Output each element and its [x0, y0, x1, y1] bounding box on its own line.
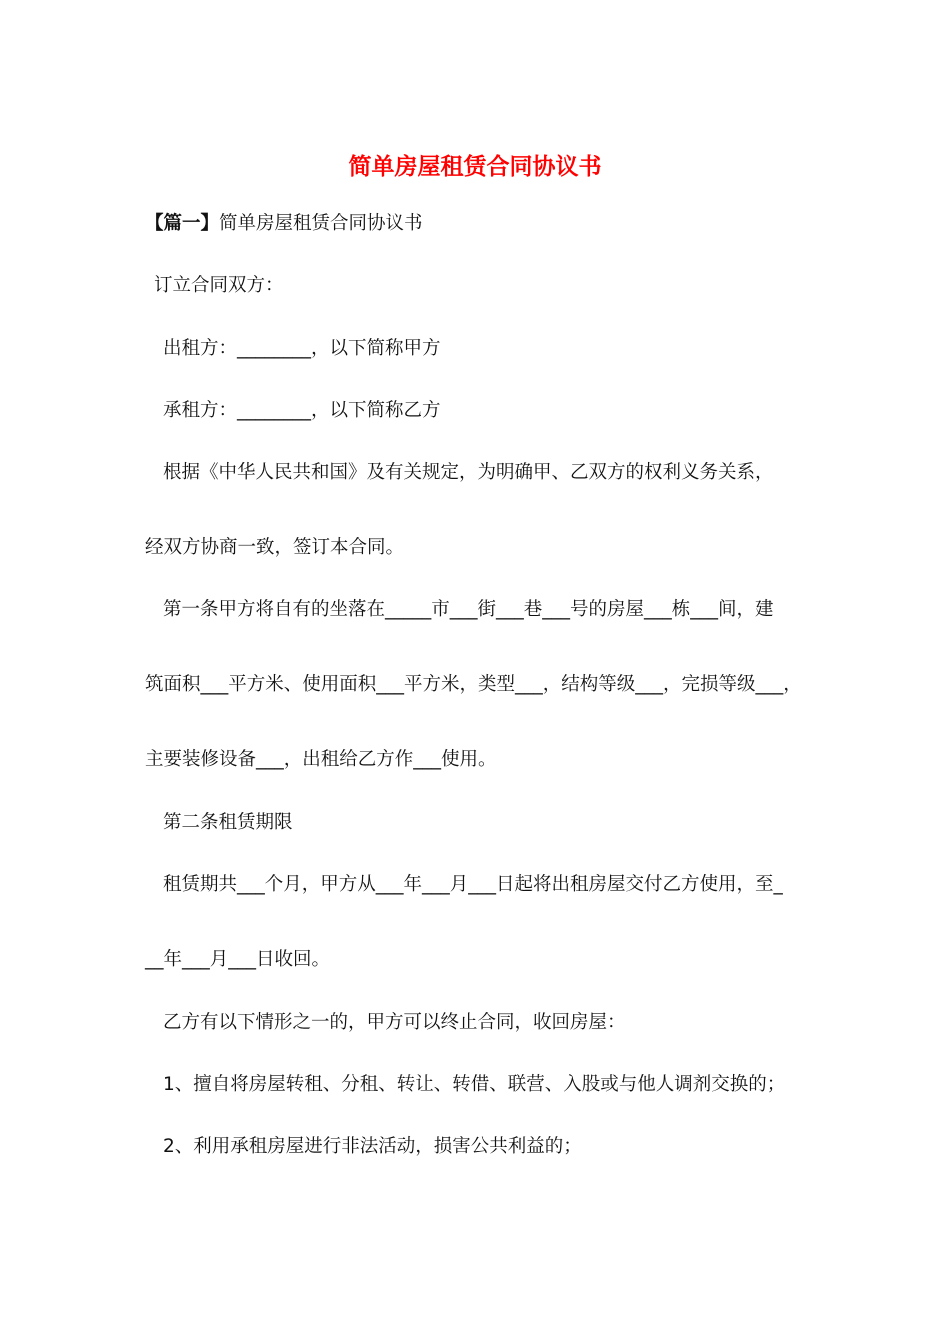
- paragraph: 租赁期共___个月，甲方从___年___月___日起将出租房屋交付乙方使用，至_: [163, 874, 783, 895]
- paragraph: 乙方有以下情形之一的，甲方可以终止合同，收回房屋：: [163, 1012, 626, 1033]
- paragraph: 第一条甲方将自有的坐落在_____市___街___巷___号的房屋___栋___间，建: [163, 599, 774, 620]
- paragraph: 主要装修设备___，出租给乙方作___使用。: [145, 749, 497, 770]
- section-heading: [145, 210, 423, 238]
- paragraph: 筑面积___平方米、使用面积___平方米，类型___，结构等级___，完损等级___，: [145, 674, 802, 695]
- paragraph: 出租方：________，以下简称甲方: [163, 338, 441, 359]
- paragraph: 1、擅自将房屋转租、分租、转让、转借、联营、入股或与他人调剂交换的；: [163, 1074, 786, 1095]
- paragraph: 订立合同双方：: [154, 275, 284, 296]
- section-title: 简单房屋租赁合同协议书: [219, 213, 423, 234]
- paragraph: 承租方：________，以下简称乙方: [163, 400, 441, 421]
- section-bracket: 【篇一】: [145, 213, 220, 234]
- paragraph: __年___月___日收回。: [145, 949, 331, 970]
- paragraph: 第二条租赁期限: [163, 812, 293, 833]
- paragraph: 2、利用承租房屋进行非法活动，损害公共利益的；: [163, 1136, 582, 1157]
- paragraph: 根据《中华人民共和国》及有关规定，为明确甲、乙双方的权利义务关系，: [163, 462, 774, 483]
- document-title: 简单房屋租赁合同协议书: [348, 153, 602, 180]
- paragraph: 经双方协商一致，签订本合同。: [145, 537, 405, 558]
